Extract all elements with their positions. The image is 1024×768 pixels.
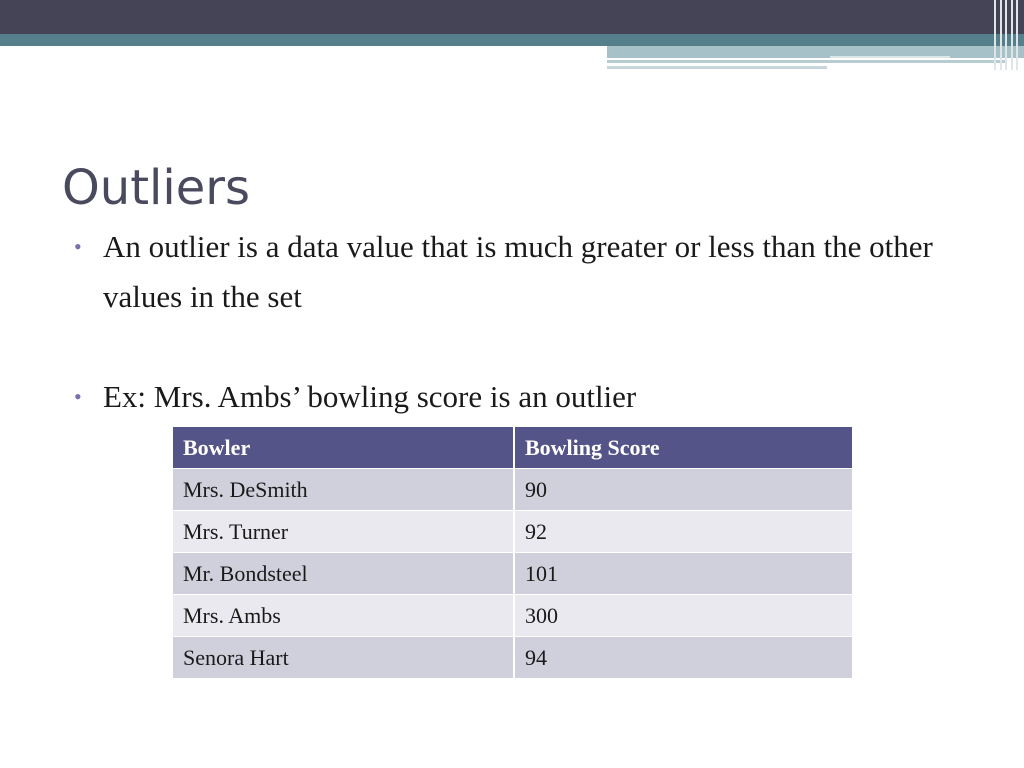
score-cell: 300	[514, 595, 853, 637]
bowler-cell: Mrs. Ambs	[172, 595, 514, 637]
table-row	[172, 637, 853, 679]
bullet-dot-icon: •	[74, 234, 82, 259]
bowler-cell: Senora Hart	[172, 637, 514, 679]
table-row	[172, 595, 853, 637]
bullet-dot-icon: •	[74, 384, 82, 409]
score-cell: 92	[514, 511, 853, 553]
top-light-band	[607, 46, 1024, 58]
bullet-item	[74, 222, 974, 322]
score-cell: 101	[514, 553, 853, 595]
table-row	[172, 469, 853, 511]
score-cell: 94	[514, 637, 853, 679]
table-header-row	[172, 427, 853, 469]
decorative-line	[607, 66, 827, 69]
bullet-item	[74, 372, 974, 422]
slide-title: Outliers	[62, 160, 250, 216]
bowler-cell: Mrs. DeSmith	[172, 469, 514, 511]
bowler-cell: Mr. Bondsteel	[172, 553, 514, 595]
decorative-line	[830, 56, 950, 58]
bowler-cell: Mrs. Turner	[172, 511, 514, 553]
table-row	[172, 511, 853, 553]
decorative-line	[607, 60, 1005, 63]
decorative-vertical-stripes	[992, 0, 1024, 70]
table-row	[172, 553, 853, 595]
bullet-text: Ex: Mrs. Ambs’ bowling score is an outlier	[103, 379, 637, 414]
bullet-text: An outlier is a data value that is much greater or less than the other values in the set	[103, 229, 933, 314]
bullet-list	[74, 222, 974, 422]
top-teal-band	[0, 34, 1024, 46]
top-dark-band	[0, 0, 1024, 34]
column-header-score: Bowling Score	[514, 427, 853, 469]
score-cell: 90	[514, 469, 853, 511]
column-header-bowler: Bowler	[172, 427, 514, 469]
bowling-score-table	[171, 426, 854, 679]
